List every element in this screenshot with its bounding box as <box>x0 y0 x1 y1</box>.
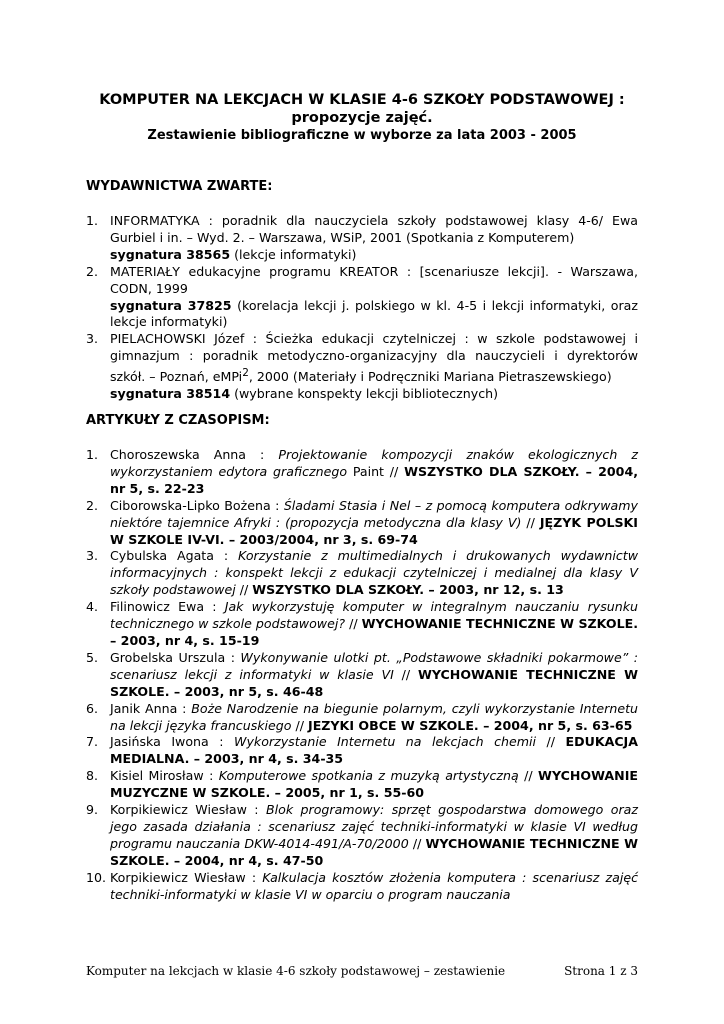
books-list <box>86 213 638 403</box>
item-author: Kisiel Mirosław : <box>110 768 219 784</box>
item-title: Wykonywanie ulotki pt. „Podstawowe składniki pokarmowe” : scenariusz lekcji z informatyki w klasie VI <box>110 649 638 682</box>
signature-label: sygnatura 37825 <box>110 297 232 313</box>
item-number: 1. <box>86 213 99 228</box>
list-item <box>86 802 638 870</box>
item-number: 7. <box>86 734 99 750</box>
item-number: 10. <box>86 869 107 885</box>
document-subtitle: Zestawienie bibliograficzne w wyborze za lata 2003 - 2005 <box>147 128 577 143</box>
list-item: 2. MATERIAŁY edukacyjne programu KREATOR : [scenariusze lekcji]. - Warszawa, CODN, 1999 sygnatura 37825 (korelacja lekcji j. polskiego w kl. 4-5 i lekcji informatyki, oraz lekcje informatyki) <box>86 263 639 330</box>
item-title: Komputerowe spotkania z muzyką artystyczną <box>218 768 519 784</box>
list-item <box>86 599 638 650</box>
item-number: 8. <box>86 768 99 784</box>
list-item: 1. INFORMATYKA : poradnik dla nauczyciela szkoły podstawowej klasy 4-6/ Ewa Gurbiel i in. – Wyd. 2. – Warszawa, WSiP, 2001 (Spotkania z Komputerem) sygnatura 38565 (lekcje informatyki) <box>86 213 638 262</box>
item-separator: // <box>291 717 309 733</box>
item-author: Korpikiewicz Wiesław : <box>110 869 263 885</box>
item-separator: // <box>518 768 539 784</box>
item-source: WYCHOWANIE TECHNICZNE W SZKOLE. – 2004, nr 4, s. 47-50 <box>110 835 638 868</box>
list-item <box>86 870 638 904</box>
page-number: Strona 1 z 3 <box>564 964 638 978</box>
list-item <box>86 734 638 768</box>
list-item <box>86 650 638 701</box>
item-title: Projektowanie kompozycji znaków ekologicznych z wykorzystaniem edytora graficznego <box>110 447 638 479</box>
item-number: 4. <box>86 599 99 615</box>
item-separator: // <box>235 582 253 598</box>
articles-heading: ARTYKUŁY Z CZASOPISM: <box>86 413 270 428</box>
item-title: Korzystanie z multimedialnych i drukowanych wydawnictw informacyjnych : konspekt lekcji z edukacji czytelniczej i medialnej dla klasy V szkoły podstawowej <box>110 548 639 598</box>
item-source: JEZYKI OBCE W SZKOLE. – 2004, nr 5, s. 63-65 <box>308 717 633 733</box>
books-heading: WYDAWNICTWA ZWARTE: <box>86 179 273 194</box>
item-number: 1. <box>86 447 99 462</box>
articles-list <box>86 447 638 903</box>
item-title: Kalkulacja kosztów złożenia komputera : scenariusz zajęć techniki-informatyki w klasie VI w oparciu o program nauczania <box>110 869 639 902</box>
item-author: Choroszewska Anna : <box>110 447 279 462</box>
item-title: Jak wykorzystuję komputer w integralnym nauczaniu rysunku technicznego w szkole podstawowej? <box>110 599 638 632</box>
item-number: 3. <box>86 548 99 564</box>
item-author: Ciborowska-Lipko Bożena : <box>110 497 284 513</box>
item-separator: // <box>345 616 362 632</box>
articles-section <box>86 412 638 903</box>
item-source: WYCHOWANIE MUZYCZNE W SZKOLE. – 2005, nr 1, s. 55-60 <box>110 768 638 801</box>
item-source: WYCHOWANIE TECHNICZNE W SZKOLE. – 2003, nr 4, s. 15-19 <box>110 616 638 648</box>
item-number: 2. <box>86 263 99 279</box>
item-separator: // <box>408 835 426 851</box>
signature-label: sygnatura 38514 <box>110 386 231 402</box>
list-item <box>86 701 638 735</box>
item-number: 3. <box>86 331 99 347</box>
item-author: Jasińska Iwona : <box>110 734 234 750</box>
item-source: WYCHOWANIE TECHNICZNE W SZKOLE. – 2003, nr 5, s. 46-48 <box>110 666 638 699</box>
list-item: 3. PIELACHOWSKI Józef : Ścieżka edukacji czytelniczej : w szkole podstawowej i gimnazjum : poradnik metodyczno-organizacyjny dla nauczycieli i dyrektorów szkół. – Poznań, eMPi$^2$, 2000 (Materiały i Podręczniki Mariana Pietraszewskiego) sygnatura 38514 (wybrane konspekty lekcji bibliotecznych) <box>86 331 638 402</box>
list-item <box>86 768 638 802</box>
item-title: Blok programowy: sprzęt gospodarstwa domowego oraz jego zasada działania : scenariusz zajęć techniki-informatyki w klasie VI według programu nauczania DKW-4014-491/A-70/2000 <box>110 802 638 851</box>
item-source: WSZYSTKO DLA SZKOŁY. – 2004, nr 5, s. 22-23 <box>110 463 638 496</box>
document-title: KOMPUTER NA LEKCJACH W KLASIE 4-6 SZKOŁY PODSTAWOWEJ : <box>99 92 625 108</box>
item-number: 5. <box>86 649 99 665</box>
item-author: Janik Anna : <box>110 700 192 716</box>
item-separator: Paint // <box>347 463 405 479</box>
list-item <box>86 548 638 599</box>
list-item <box>86 447 638 498</box>
item-separator: // <box>521 514 540 530</box>
item-title: Wykorzystanie Internetu na lekcjach chemii <box>234 734 537 750</box>
item-author: Filinowicz Ewa : <box>110 599 225 615</box>
document-title-line2: propozycje zajęć. <box>291 110 433 126</box>
item-title: Boże Narodzenie na biegunie polarnym, czyli wykorzystanie Internetu na lekcji języka francuskiego <box>110 700 638 733</box>
item-source: WSZYSTKO DLA SZKOŁY. – 2003, nr 12, s. 13 <box>252 582 564 598</box>
item-number: 9. <box>86 802 99 818</box>
item-author: Korpikiewicz Wiesław : <box>110 802 266 818</box>
item-source: EDUKACJA MEDIALNA. – 2003, nr 4, s. 34-35 <box>110 734 638 767</box>
footer-title: Komputer na lekcjach w klasie 4-6 szkoły podstawowej – zestawienie <box>86 964 506 978</box>
item-source: JĘZYK POLSKI W SZKOLE IV-VI. – 2003/2004, nr 3, s. 69-74 <box>110 514 638 547</box>
page-footer <box>86 963 638 979</box>
books-section <box>86 178 638 403</box>
list-item <box>86 498 638 549</box>
item-number: 6. <box>86 700 99 716</box>
signature-label: sygnatura 38565 <box>110 246 231 262</box>
document-title-block <box>60 91 664 144</box>
item-author: Cybulska Agata : <box>110 548 239 564</box>
item-author: Grobelska Urszula : <box>110 649 241 665</box>
item-number: 2. <box>86 497 99 513</box>
item-title: Śladami Stasia i Nel – z pomocą komputera odkrywamy niektóre tajemnice Afryki : (propozycja metodyczna dla klasy V) <box>110 497 638 530</box>
item-separator: // <box>536 734 566 750</box>
item-separator: // <box>393 666 418 682</box>
